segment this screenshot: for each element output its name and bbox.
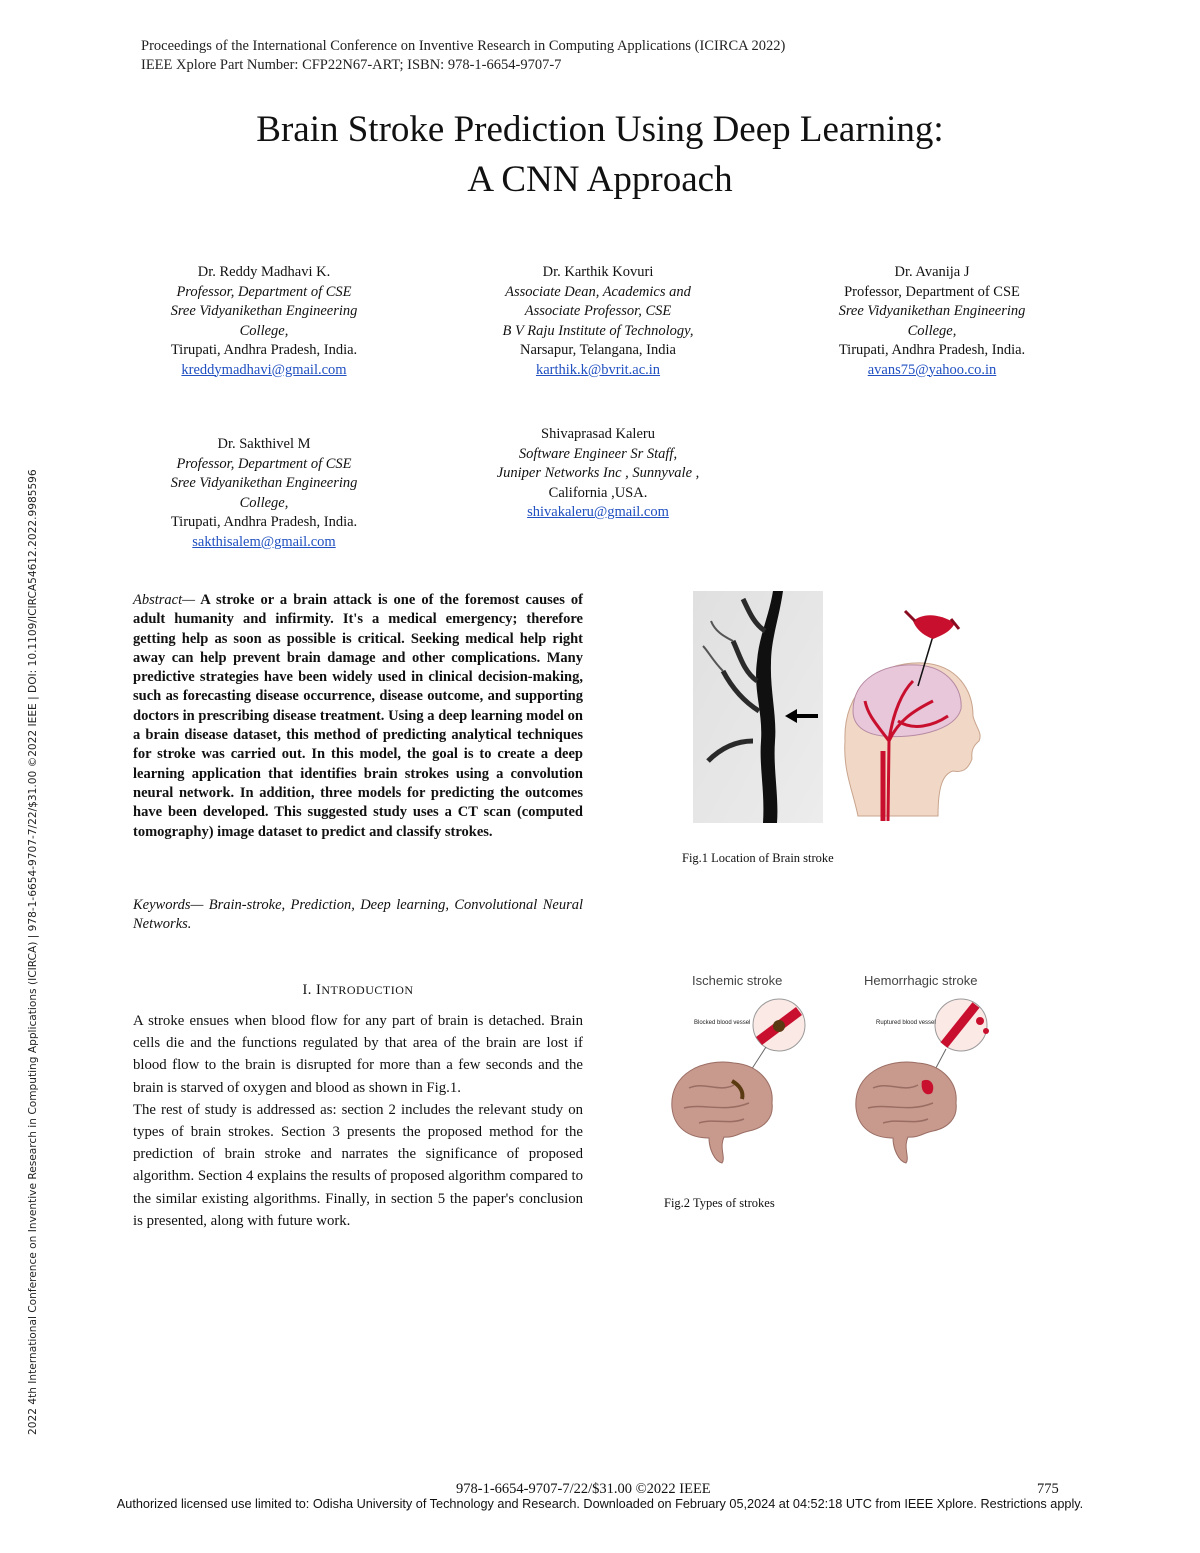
part-number-header: IEEE Xplore Part Number: CFP22N67-ART; ISBN: 978-1-6654-9707-7 — [141, 57, 562, 73]
figure-1-caption: Fig.1 Location of Brain stroke — [682, 851, 834, 865]
intro-paragraph-1: A stroke ensues when blood flow for any part of brain is detached. Brain cells die and the functions regulated by that area of the brain are lost if blood flow to the brain is disrupted for more than a few seconds and the brain is starved of oxygen and blood as shown in Fig.1. — [133, 1013, 583, 1096]
section-title-rest: NTRODUCTION — [321, 983, 414, 997]
inset-right-label: Ruptured blood vessel — [876, 1020, 936, 1026]
ischemic-brain-illustration — [672, 1062, 772, 1163]
doi-sidebar: 2022 4th International Conference on Inventive Research in Computing Applications (ICIRCA) | 978-1-6654-9707-7/22/$31.00 ©2022 IEEE | DOI: 10.1109/ICIRCA54612.2022.9985596 — [27, 469, 39, 1435]
author-role: Professor, Department of CSE — [844, 283, 1020, 300]
clot-icon — [773, 1020, 785, 1032]
figure-2-stroke-types — [664, 963, 1004, 1178]
author-institution: Sree Vidyanikethan Engineering — [838, 303, 1026, 319]
hemorrhagic-brain-illustration — [856, 1062, 956, 1163]
author-role: Associate Dean, Academics and — [505, 283, 691, 300]
proceedings-header: Proceedings of the International Conference on Inventive Research in Computing Applications (ICIRCA 2022) — [141, 38, 786, 54]
author-name: Dr. Karthik Kovuri — [542, 264, 654, 280]
author-role: Professor, Department of CSE — [176, 455, 352, 472]
clot-vessel-icon — [913, 615, 955, 639]
paper-title-line1: Brain Stroke Prediction Using Deep Learning: — [256, 109, 944, 150]
author-role: Associate Professor, CSE — [524, 303, 672, 319]
copyright-footer: 978-1-6654-9707-7/22/$31.00 ©2022 IEEE — [456, 1481, 711, 1497]
introduction-body — [133, 1010, 583, 1232]
section-first-letter: I — [316, 982, 322, 998]
author-name: Shivaprasad Kaleru — [541, 426, 655, 442]
author-location: Tirupati, Andhra Pradesh, India. — [838, 342, 1026, 358]
author-block-2 — [473, 263, 723, 380]
author-role: Software Engineer Sr Staff, — [518, 445, 678, 462]
hemorrhagic-label: Hemorrhagic stroke — [864, 973, 978, 988]
abstract-text: A stroke or a brain attack is one of the foremost causes of adult humanity and infirmity. It's a medical emergency; therefore getting help as soon as possible is critical. Seeking medical help right away can help prevent brain damage and other complications. Many predictive strategies have been widely used in clinical decision-making, such as forecasting disease occurrence, disease outcome, and supporting doctors in prescribing disease treatment. Using a deep learning model on a brain disease dataset, this method of predicting analytical techniques for stroke was carried out. In this model, the goal is to create a deep learning application that identifies brain strokes using a convolution neural network. In addition, three models for predicting the outcomes have been developed. This suggested study uses a CT scan (computed tomography) image dataset to predict and classify strokes. — [133, 592, 583, 840]
author-location: California ,USA. — [548, 484, 648, 501]
author-institution: College, — [239, 494, 289, 511]
author-email-link[interactable]: shivakaleru@gmail.com — [527, 504, 669, 520]
author-block-1 — [139, 263, 389, 380]
inset-left-label: Blocked blood vessel — [694, 1020, 751, 1026]
author-name: Dr. Sakthivel M — [217, 436, 311, 452]
author-block-4 — [139, 435, 389, 552]
author-institution: Sree Vidyanikethan Engineering — [170, 475, 358, 491]
author-email-link[interactable]: avans75@yahoo.co.in — [867, 361, 997, 378]
author-institution: College, — [239, 322, 289, 339]
section-heading-introduction — [133, 982, 583, 999]
author-email-link[interactable]: karthik.k@bvrit.ac.in — [535, 361, 661, 378]
author-institution: Sree Vidyanikethan Engineering — [170, 303, 358, 319]
author-email-link[interactable]: kreddymadhavi@gmail.com — [181, 361, 347, 378]
author-institution: Juniper Networks Inc , Sunnyvale , — [496, 465, 700, 481]
intro-paragraph-2: The rest of study is addressed as: section 2 includes the relevant study on types of brain strokes. Section 3 presents the proposed method for the prediction of brain stroke and narrates the significance of proposed algorithm. Section 4 explains the results of proposed algorithm compared to the similar existing algorithms. Finally, in section 5 the paper's conclusion is presented, along with future work. — [133, 1101, 583, 1229]
keywords: Keywords— Brain-stroke, Prediction, Deep learning, Convolutional Neural Networks. — [133, 897, 583, 933]
author-name: Dr. Avanija J — [894, 264, 970, 280]
author-name: Dr. Reddy Madhavi K. — [197, 264, 331, 280]
figure-2-caption: Fig.2 Types of strokes — [664, 1196, 775, 1210]
section-number: I. — [302, 982, 312, 998]
author-location: Tirupati, Andhra Pradesh, India. — [170, 342, 358, 358]
author-location: Narsapur, Telangana, India — [520, 342, 676, 358]
paper-title-line2: A CNN Approach — [467, 159, 733, 200]
author-location: Tirupati, Andhra Pradesh, India. — [170, 514, 358, 530]
author-role: Professor, Department of CSE — [176, 283, 352, 300]
author-block-5 — [473, 425, 723, 523]
ischemic-label: Ischemic stroke — [692, 973, 783, 988]
abstract-lead: Abstract— — [133, 592, 196, 608]
figure-1-stroke-location — [693, 591, 993, 823]
author-institution: College, — [907, 322, 957, 339]
page-number: 775 — [1037, 1481, 1059, 1497]
license-notice: Authorized licensed use limited to: Odisha University of Technology and Research. Downloaded on February 05,2024 at 04:52:18 UTC from IEEE Xplore. Restrictions apply. — [116, 1497, 1084, 1511]
author-email-link[interactable]: sakthisalem@gmail.com — [192, 533, 336, 550]
author-institution: B V Raju Institute of Technology, — [502, 322, 694, 339]
abstract — [133, 591, 583, 842]
author-block-3 — [807, 263, 1057, 380]
